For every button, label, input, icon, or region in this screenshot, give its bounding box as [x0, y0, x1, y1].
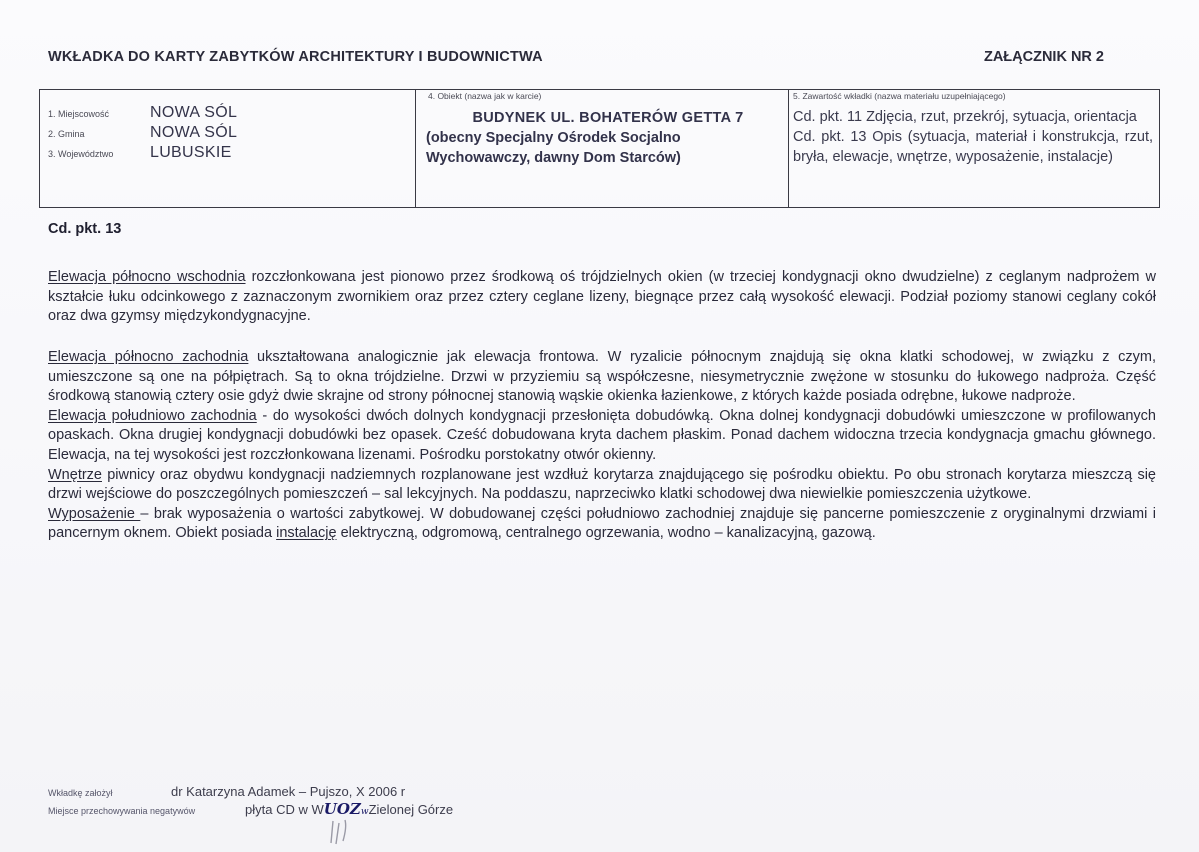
contents-label: 5. Zawartość wkładki (nazwa materiału uzupełniającego): [793, 91, 1006, 101]
contents-item-11: Cd. pkt. 11 Zdjęcia, rzut, przekrój, sytuacja, orientacja: [793, 109, 1137, 125]
paragraph-equipment: [48, 505, 1156, 544]
voivodeship-label: 3. Województwo: [48, 149, 114, 159]
storage-label: Miejsce przechowywania negatywów: [48, 806, 196, 816]
handwritten-mark-icon: [325, 817, 355, 847]
author-label: Wkładkę założył: [48, 788, 113, 798]
contents-item-13: Cd. pkt. 13 Opis (sytuacja, materiał i konstrukcja, rzut, bryła, elewacje, wnętrze, wyposażenie, instalacje): [793, 129, 1153, 165]
contents-text: [793, 107, 1153, 167]
handwritten-insert-small: w: [360, 807, 369, 817]
document-title: WKŁADKA DO KARTY ZABYTKÓW ARCHITEKTURY I BUDOWNICTWA: [48, 49, 543, 65]
municipality-label: 2. Gmina: [48, 129, 85, 139]
term-sw-elevation: Elewacja południowo zachodnia: [48, 407, 257, 424]
object-name-line2: (obecny Specjalny Ośrodek Socjalno Wychowawczy, dawny Dom Starców): [426, 130, 681, 166]
paragraph-text: rozczłonkowana jest pionowo przez środkową oś trójdzielnych okien (w trzeciej kondygnacji okno dwudzielne) z ceglanym nadprożem w kształcie łuku odcinkowego z zaznaczonym zwornikiem oraz przez cztery ceglane lizeny, biegnące przez całą wysokość elewacji. Podział poziomy stanowi ceglany cokół oraz dwa gzymsy międzykondygnacyjne.: [48, 269, 1156, 325]
paragraph-text: elektryczną, odgromową, centralnego ogrzewania, wodno – kanalizacyjną, gazową.: [336, 525, 876, 542]
voivodeship-row: [48, 144, 232, 162]
object-name-line1: BUDYNEK UL. BOHATERÓW GETTA 7: [472, 110, 744, 126]
info-table: [39, 89, 1160, 208]
paragraph-sw-elevation: [48, 407, 1156, 466]
paragraph-nw-elevation: [48, 348, 1156, 407]
paragraph-text: piwnicy oraz obydwu kondygnacji nadziemnych rozplanowane jest wzdłuż korytarza znajdującego się pośrodku obiektu. Po obu stronach korytarza mieszczą się drzwi wejściowe do poszczególnych pomieszczeń – sal lekcyjnych. Na poddaszu, naprzeciwko klatki schodowej dwa niewielkie pomieszczenia użytkowe.: [48, 466, 1156, 503]
term-installation: instalację: [276, 525, 337, 542]
section-title: Cd. pkt. 13: [48, 221, 122, 237]
footer-storage: [48, 800, 453, 818]
footer-author: [48, 784, 405, 799]
location-value: NOWA SÓL: [150, 104, 238, 121]
storage-value-end: Zielonej Górze: [368, 802, 454, 817]
handwritten-insert: UOZ: [323, 800, 361, 818]
contents-cell: [789, 90, 1159, 207]
paragraph-ne-elevation: [48, 268, 1156, 327]
location-cell: [40, 90, 416, 207]
term-nw-elevation: Elewacja północno zachodnia: [48, 349, 249, 365]
storage-value-start: płyta CD w W: [245, 802, 324, 817]
term-equipment: Wyposażenie: [48, 505, 141, 522]
paragraph-interior: [48, 466, 1156, 505]
paragraph-text: ukształtowana analogicznie jak elewacja frontowa. W ryzalicie północnym znajdują się okna klatki schodowej, w związku z czym, umieszczone są one na półpiętrach. Są to okna trójdzielne. Drzwi w przyziemiu są współczesne, niesymetrycznie zwężone w stosunku do łukowego nadproża. Część środkową stanowią cztery osie gdyż dwie skrajne od strony północnej stanowią wąskie okienka łazienkowe, z których każde posiada odrębne, łukowe nadproże.: [48, 349, 1156, 405]
object-cell: [416, 90, 789, 207]
paragraph-text: – brak wyposażenia o wartości zabytkowej. W dobudowanej części południowo zachodniej znajduje się pancerne pomieszczenie z oryginalnymi drzwiami i pancernym oknem. Obiekt posiada: [48, 505, 1156, 542]
term-interior: Wnętrze: [48, 466, 102, 483]
body-block: [48, 348, 1156, 544]
municipality-value: NOWA SÓL: [150, 124, 238, 141]
municipality-row: [48, 124, 237, 142]
object-label: 4. Obiekt (nazwa jak w karcie): [428, 91, 542, 101]
voivodeship-value: LUBUSKIE: [150, 144, 232, 161]
location-row: [48, 104, 237, 122]
term-ne-elevation: Elewacja północno wschodnia: [48, 269, 246, 285]
author-value: dr Katarzyna Adamek – Pujszo, X 2006 r: [171, 784, 406, 799]
location-label: 1. Miejscowość: [48, 109, 110, 119]
paragraph-text: - do wysokości dwóch dolnych kondygnacji przesłonięta dobudówką. Okna dolnej kondygnacji dobudówki umieszczone w profilowanych opaskach. Okna drugiej kondygnacji dobudówki bez opasek. Cześć dobudowana kryta dachem płaskim. Ponad dachem widoczna trzecia kondygnacja gmachu głównego. Elewacja, na tej wysokości jest rozczłonkowana lizenami. Pośrodku porstokatny otwór okienny.: [48, 407, 1156, 463]
object-name: [426, 108, 780, 168]
annex-number: ZAŁĄCZNIK NR 2: [983, 49, 1104, 65]
